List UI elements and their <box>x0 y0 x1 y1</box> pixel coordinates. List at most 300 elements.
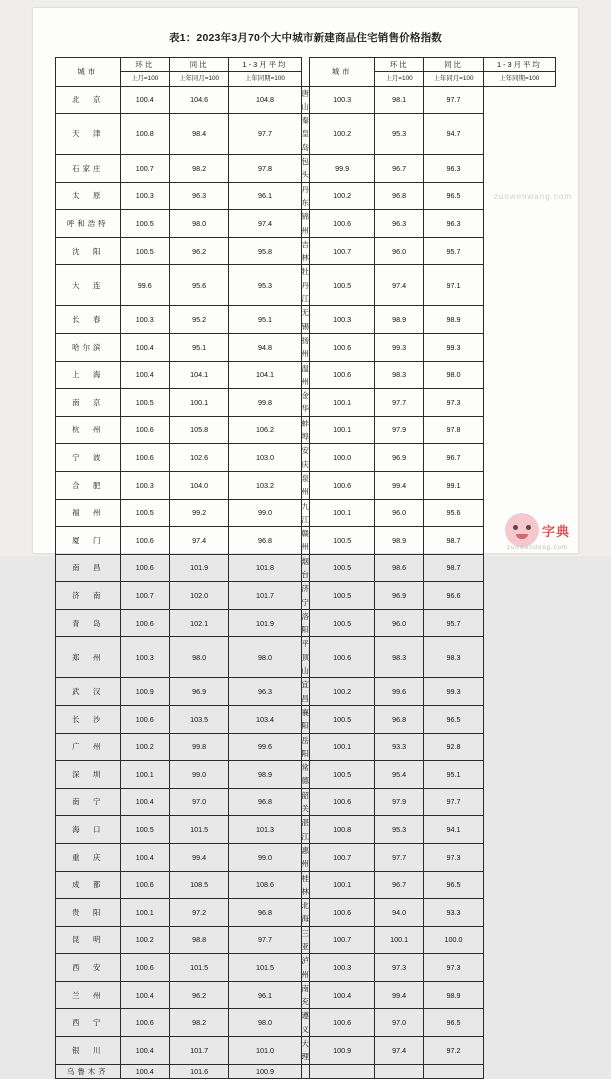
table-row <box>56 1037 556 1065</box>
row-yoy-left: 95.6 <box>169 265 228 306</box>
row-yoy-left: 95.1 <box>169 333 228 361</box>
row-yoy-left: 98.8 <box>169 926 228 954</box>
row-yoy-left: 102.0 <box>169 582 228 610</box>
row-mom-right: 100.6 <box>310 333 375 361</box>
row-yoy-left: 98.0 <box>169 637 228 678</box>
row-mom-left: 100.6 <box>120 954 169 982</box>
row-city-left: 济 南 <box>56 582 121 610</box>
row-mom-left: 100.7 <box>120 582 169 610</box>
row-yoy-left: 96.3 <box>169 182 228 210</box>
row-mom-right: 100.2 <box>310 114 375 155</box>
table-row <box>56 582 556 610</box>
header-sub-avg-right: 上年同期=100 <box>483 72 555 86</box>
table-row <box>56 843 556 871</box>
row-city-left: 福 州 <box>56 499 121 527</box>
row-yoy-right: 99.4 <box>374 981 423 1009</box>
row-yoy-right: 98.1 <box>374 86 423 114</box>
row-mom-left: 100.3 <box>120 637 169 678</box>
row-mom-left: 100.3 <box>120 182 169 210</box>
row-city-right: 大 理 <box>301 1037 310 1065</box>
table-row <box>56 499 556 527</box>
row-mom-left: 100.6 <box>120 871 169 899</box>
header-sub-yoy-left: 上年同月=100 <box>169 72 228 86</box>
row-city-right: 包 头 <box>301 155 310 183</box>
row-mom-left: 100.1 <box>120 899 169 927</box>
row-avg-left: 98.0 <box>229 637 301 678</box>
row-yoy-left: 97.0 <box>169 788 228 816</box>
row-avg-right: 93.3 <box>424 899 483 927</box>
row-avg-left: 106.2 <box>229 416 301 444</box>
row-avg-right: 92.8 <box>424 733 483 761</box>
row-yoy-left: 101.7 <box>169 1037 228 1065</box>
row-yoy-left: 104.0 <box>169 471 228 499</box>
row-yoy-left: 99.8 <box>169 733 228 761</box>
row-city-right: 赣 州 <box>301 527 310 555</box>
row-yoy-right: 97.7 <box>374 843 423 871</box>
table-row <box>56 926 556 954</box>
row-city-left: 石家庄 <box>56 155 121 183</box>
row-avg-left: 95.1 <box>229 306 301 334</box>
row-avg-right: 99.3 <box>424 333 483 361</box>
row-mom-right: 100.3 <box>310 86 375 114</box>
table-row <box>56 705 556 733</box>
header-sub-mom-right: 上月=100 <box>374 72 423 86</box>
row-city-left: 海 口 <box>56 816 121 844</box>
row-city-right: 唐 山 <box>301 86 310 114</box>
row-mom-left: 100.8 <box>120 114 169 155</box>
row-city-left: 上 海 <box>56 361 121 389</box>
row-city-left: 昆 明 <box>56 926 121 954</box>
row-city-left: 宁 波 <box>56 444 121 472</box>
row-avg-right: 96.3 <box>424 210 483 238</box>
row-city-right: 岳 阳 <box>301 733 310 761</box>
row-mom-left: 100.4 <box>120 361 169 389</box>
row-city-left: 太 原 <box>56 182 121 210</box>
table-row <box>56 210 556 238</box>
row-mom-right: 100.7 <box>310 237 375 265</box>
row-avg-right: 95.6 <box>424 499 483 527</box>
row-city-right: 牡丹江 <box>301 265 310 306</box>
row-city-right: 秦皇岛 <box>301 114 310 155</box>
row-avg-left: 95.8 <box>229 237 301 265</box>
row-avg-left: 97.7 <box>229 114 301 155</box>
row-avg-left: 96.1 <box>229 182 301 210</box>
row-avg-right: 99.3 <box>424 678 483 706</box>
row-mom-left: 100.3 <box>120 306 169 334</box>
row-city-right: 吉 林 <box>301 237 310 265</box>
row-city-right: 南 充 <box>301 981 310 1009</box>
row-yoy-left: 98.0 <box>169 210 228 238</box>
table-row <box>56 871 556 899</box>
row-avg-left: 103.2 <box>229 471 301 499</box>
row-city-left: 长 春 <box>56 306 121 334</box>
row-city-right: 遵 义 <box>301 1009 310 1037</box>
row-city-left: 郑 州 <box>56 637 121 678</box>
row-mom-left: 100.4 <box>120 981 169 1009</box>
row-avg-left: 104.1 <box>229 361 301 389</box>
row-mom-left: 100.6 <box>120 444 169 472</box>
row-avg-right: 96.5 <box>424 871 483 899</box>
row-yoy-left: 99.0 <box>169 761 228 789</box>
row-mom-left: 100.6 <box>120 609 169 637</box>
row-city-left: 天 津 <box>56 114 121 155</box>
row-avg-right: 99.1 <box>424 471 483 499</box>
row-mom-right: 100.5 <box>310 527 375 555</box>
row-avg-right: 97.7 <box>424 788 483 816</box>
row-avg-left: 101.5 <box>229 954 301 982</box>
row-avg-right: 94.7 <box>424 114 483 155</box>
row-avg-right: 96.5 <box>424 182 483 210</box>
row-mom-right: 100.1 <box>310 733 375 761</box>
table-row <box>56 609 556 637</box>
row-yoy-right: 93.3 <box>374 733 423 761</box>
table-row <box>56 182 556 210</box>
row-city-left: 西 安 <box>56 954 121 982</box>
row-avg-left: 97.4 <box>229 210 301 238</box>
row-city-left: 大 连 <box>56 265 121 306</box>
row-city-right: 无 锡 <box>301 306 310 334</box>
table-row <box>56 155 556 183</box>
row-yoy-left: 97.4 <box>169 527 228 555</box>
row-yoy-right: 96.3 <box>374 210 423 238</box>
table-row <box>56 416 556 444</box>
row-city-right: 泸 州 <box>301 954 310 982</box>
row-city-right: 烟 台 <box>301 554 310 582</box>
row-avg-left: 96.8 <box>229 527 301 555</box>
row-avg-left: 103.0 <box>229 444 301 472</box>
row-city-right: 湛 江 <box>301 816 310 844</box>
header-sub-yoy-right: 上年同月=100 <box>424 72 483 86</box>
table-row <box>56 86 556 114</box>
row-yoy-right: 97.4 <box>374 1037 423 1065</box>
row-mom-right: 100.5 <box>310 554 375 582</box>
row-city-left: 贵 阳 <box>56 899 121 927</box>
header-sub-mom-left: 上月=100 <box>120 72 169 86</box>
row-city-right: 金 华 <box>301 389 310 417</box>
header-group-avg-left: 1-3月平均 <box>229 58 301 72</box>
header-group-yoy-left: 同比 <box>169 58 228 72</box>
row-city-right: 常 德 <box>301 761 310 789</box>
row-city-left: 哈尔滨 <box>56 333 121 361</box>
row-mom-left: 100.4 <box>120 86 169 114</box>
row-yoy-left: 101.5 <box>169 816 228 844</box>
header-city-right: 城市 <box>310 58 375 87</box>
row-yoy-right: 100.1 <box>374 926 423 954</box>
table-row <box>56 761 556 789</box>
row-city-left: 武 汉 <box>56 678 121 706</box>
row-yoy-right: 96.8 <box>374 705 423 733</box>
row-yoy-right: 98.9 <box>374 306 423 334</box>
row-yoy-right: 98.6 <box>374 554 423 582</box>
row-yoy-right: 96.7 <box>374 871 423 899</box>
row-avg-left: 94.8 <box>229 333 301 361</box>
row-city-left: 杭 州 <box>56 416 121 444</box>
row-mom-right: 100.2 <box>310 182 375 210</box>
row-yoy-left: 101.9 <box>169 554 228 582</box>
row-mom-left: 100.4 <box>120 333 169 361</box>
watermark-subtext: zuowendong.com <box>506 545 568 551</box>
row-avg-right: 95.7 <box>424 609 483 637</box>
row-mom-right: 100.7 <box>310 926 375 954</box>
row-mom-left: 100.5 <box>120 389 169 417</box>
row-avg-left: 98.9 <box>229 761 301 789</box>
row-city-left: 重 庆 <box>56 843 121 871</box>
row-avg-right: 98.9 <box>424 306 483 334</box>
row-avg-left: 100.9 <box>229 1064 301 1078</box>
row-mom-right: 100.1 <box>310 416 375 444</box>
row-city-right: 洛 阳 <box>301 609 310 637</box>
row-avg-right: 97.3 <box>424 389 483 417</box>
row-yoy-right: 97.4 <box>374 265 423 306</box>
document-sheet <box>33 8 578 1076</box>
table-row <box>56 954 556 982</box>
row-city-left: 兰 州 <box>56 981 121 1009</box>
header-group-yoy-right: 同比 <box>424 58 483 72</box>
table-row <box>56 333 556 361</box>
row-avg-right: 98.3 <box>424 637 483 678</box>
row-mom-left: 100.6 <box>120 416 169 444</box>
row-mom-right: 100.2 <box>310 678 375 706</box>
row-avg-right: 97.3 <box>424 954 483 982</box>
row-yoy-left: 102.6 <box>169 444 228 472</box>
row-city-left: 呼和浩特 <box>56 210 121 238</box>
row-city-left: 银 川 <box>56 1037 121 1065</box>
row-city-right: 泉 州 <box>301 471 310 499</box>
table-row <box>56 816 556 844</box>
row-city-right <box>301 1064 310 1078</box>
row-yoy-left: 99.4 <box>169 843 228 871</box>
header-group-mom-left: 环比 <box>120 58 169 72</box>
watermark-text: zuowenwang.com <box>493 192 572 201</box>
row-yoy-right: 95.3 <box>374 114 423 155</box>
row-avg-left: 96.8 <box>229 788 301 816</box>
row-city-left: 北 京 <box>56 86 121 114</box>
header-sub-avg-left: 上年同期=100 <box>229 72 301 86</box>
row-city-left: 南 京 <box>56 389 121 417</box>
row-mom-right: 100.6 <box>310 899 375 927</box>
row-mom-left: 100.5 <box>120 210 169 238</box>
table-row <box>56 527 556 555</box>
row-yoy-right: 96.7 <box>374 155 423 183</box>
row-city-left: 广 州 <box>56 733 121 761</box>
row-mom-right: 100.5 <box>310 609 375 637</box>
row-avg-right: 100.0 <box>424 926 483 954</box>
price-index-table <box>55 57 556 1079</box>
row-yoy-left: 108.5 <box>169 871 228 899</box>
row-mom-left: 100.9 <box>120 678 169 706</box>
table-header-group-row <box>56 58 556 72</box>
row-city-left: 深 圳 <box>56 761 121 789</box>
watermark-badge <box>505 513 570 547</box>
header-city-left: 城市 <box>56 58 121 87</box>
row-mom-right: 100.6 <box>310 637 375 678</box>
row-yoy-right: 96.0 <box>374 499 423 527</box>
row-mom-right: 100.5 <box>310 265 375 306</box>
table-row <box>56 265 556 306</box>
row-mom-right: 100.7 <box>310 843 375 871</box>
row-avg-right: 98.7 <box>424 527 483 555</box>
row-mom-right: 100.8 <box>310 816 375 844</box>
table-row <box>56 899 556 927</box>
row-city-right: 锦 州 <box>301 210 310 238</box>
row-avg-left: 99.0 <box>229 499 301 527</box>
row-mom-left: 100.6 <box>120 705 169 733</box>
row-yoy-left: 98.4 <box>169 114 228 155</box>
row-avg-left: 101.0 <box>229 1037 301 1065</box>
row-mom-right: 100.5 <box>310 761 375 789</box>
row-yoy-left: 98.2 <box>169 155 228 183</box>
row-yoy-left: 101.5 <box>169 954 228 982</box>
row-avg-right: 97.3 <box>424 843 483 871</box>
table-row <box>56 361 556 389</box>
row-yoy-right: 96.0 <box>374 237 423 265</box>
row-city-right: 桂 林 <box>301 871 310 899</box>
row-avg-left: 96.3 <box>229 678 301 706</box>
table-row <box>56 389 556 417</box>
table-row <box>56 788 556 816</box>
row-city-right: 济 宁 <box>301 582 310 610</box>
table-row <box>56 637 556 678</box>
row-yoy-left: 102.1 <box>169 609 228 637</box>
row-avg-right: 94.1 <box>424 816 483 844</box>
row-yoy-left: 96.2 <box>169 981 228 1009</box>
row-mom-left: 99.6 <box>120 265 169 306</box>
row-yoy-right: 96.8 <box>374 182 423 210</box>
row-avg-right: 98.0 <box>424 361 483 389</box>
row-avg-right: 97.8 <box>424 416 483 444</box>
row-yoy-right: 97.7 <box>374 389 423 417</box>
row-yoy-left: 104.1 <box>169 361 228 389</box>
row-city-left: 成 都 <box>56 871 121 899</box>
row-yoy-left: 101.6 <box>169 1064 228 1078</box>
row-avg-left: 97.8 <box>229 155 301 183</box>
row-avg-left: 99.8 <box>229 389 301 417</box>
row-yoy-left: 99.2 <box>169 499 228 527</box>
row-mom-right: 100.6 <box>310 361 375 389</box>
row-mom-right: 100.3 <box>310 954 375 982</box>
row-avg-right: 95.7 <box>424 237 483 265</box>
row-city-left: 合 肥 <box>56 471 121 499</box>
row-avg-left: 101.9 <box>229 609 301 637</box>
row-avg-left: 101.7 <box>229 582 301 610</box>
row-avg-right: 96.7 <box>424 444 483 472</box>
row-yoy-left: 100.1 <box>169 389 228 417</box>
row-yoy-left: 98.2 <box>169 1009 228 1037</box>
row-avg-right: 98.9 <box>424 981 483 1009</box>
row-city-right: 蚌 埠 <box>301 416 310 444</box>
row-avg-left: 101.8 <box>229 554 301 582</box>
table-row <box>56 678 556 706</box>
row-avg-left: 97.7 <box>229 926 301 954</box>
price-index-table-wrapper <box>55 57 556 1079</box>
row-avg-left: 108.6 <box>229 871 301 899</box>
row-mom-right: 100.6 <box>310 210 375 238</box>
row-yoy-left: 95.2 <box>169 306 228 334</box>
row-avg-right: 98.7 <box>424 554 483 582</box>
row-yoy-right: 95.4 <box>374 761 423 789</box>
row-city-right: 襄 阳 <box>301 705 310 733</box>
row-mom-left: 100.5 <box>120 499 169 527</box>
row-yoy-right: 98.3 <box>374 637 423 678</box>
row-yoy-right: 97.0 <box>374 1009 423 1037</box>
row-yoy-right: 96.9 <box>374 444 423 472</box>
row-yoy-right: 95.3 <box>374 816 423 844</box>
row-mom-left: 100.6 <box>120 527 169 555</box>
row-mom-left: 100.5 <box>120 816 169 844</box>
header-group-avg-right: 1-3月平均 <box>483 58 555 72</box>
watermark-brand: 字典 <box>541 523 570 539</box>
row-city-right: 韶 关 <box>301 788 310 816</box>
row-mom-left: 100.4 <box>120 1037 169 1065</box>
row-mom-right: 100.6 <box>310 1009 375 1037</box>
row-yoy-right: 99.4 <box>374 471 423 499</box>
row-city-left: 沈 阳 <box>56 237 121 265</box>
row-mom-left: 100.4 <box>120 1064 169 1078</box>
row-avg-right: 97.2 <box>424 1037 483 1065</box>
table-row <box>56 471 556 499</box>
row-mom-left: 100.3 <box>120 471 169 499</box>
row-mom-right <box>310 1064 375 1078</box>
row-avg-right: 95.1 <box>424 761 483 789</box>
row-mom-right: 100.3 <box>310 306 375 334</box>
row-city-right: 三 亚 <box>301 926 310 954</box>
table-row <box>56 733 556 761</box>
row-city-left: 西 宁 <box>56 1009 121 1037</box>
row-avg-left: 96.1 <box>229 981 301 1009</box>
row-yoy-right: 99.6 <box>374 678 423 706</box>
row-mom-right: 100.1 <box>310 389 375 417</box>
row-avg-left: 98.0 <box>229 1009 301 1037</box>
row-avg-right: 96.6 <box>424 582 483 610</box>
row-city-left: 南 昌 <box>56 554 121 582</box>
row-mom-left: 100.6 <box>120 1009 169 1037</box>
row-avg-right: 96.3 <box>424 155 483 183</box>
row-city-right: 温 州 <box>301 361 310 389</box>
row-yoy-right: 97.9 <box>374 416 423 444</box>
row-avg-right: 96.5 <box>424 1009 483 1037</box>
row-mom-right: 100.5 <box>310 705 375 733</box>
row-avg-right: 97.7 <box>424 86 483 114</box>
row-avg-right <box>424 1064 483 1078</box>
table-row <box>56 306 556 334</box>
row-mom-right: 100.6 <box>310 788 375 816</box>
row-avg-right: 97.1 <box>424 265 483 306</box>
column-gap <box>301 58 310 87</box>
table-row <box>56 114 556 155</box>
row-mom-left: 100.4 <box>120 788 169 816</box>
row-yoy-right: 94.0 <box>374 899 423 927</box>
row-mom-right: 100.1 <box>310 499 375 527</box>
row-yoy-left: 104.6 <box>169 86 228 114</box>
table-row <box>56 1009 556 1037</box>
row-mom-right: 100.0 <box>310 444 375 472</box>
table-row <box>56 554 556 582</box>
row-city-left: 南 宁 <box>56 788 121 816</box>
row-city-left: 厦 门 <box>56 527 121 555</box>
row-yoy-right: 99.3 <box>374 333 423 361</box>
panda-icon <box>505 513 539 547</box>
table-row <box>56 237 556 265</box>
row-mom-left: 100.2 <box>120 733 169 761</box>
row-yoy-right: 97.9 <box>374 788 423 816</box>
row-yoy-right: 97.3 <box>374 954 423 982</box>
row-city-left: 长 沙 <box>56 705 121 733</box>
row-city-right: 丹 东 <box>301 182 310 210</box>
row-yoy-right: 96.9 <box>374 582 423 610</box>
row-yoy-left: 103.5 <box>169 705 228 733</box>
row-mom-left: 100.1 <box>120 761 169 789</box>
row-avg-left: 101.3 <box>229 816 301 844</box>
